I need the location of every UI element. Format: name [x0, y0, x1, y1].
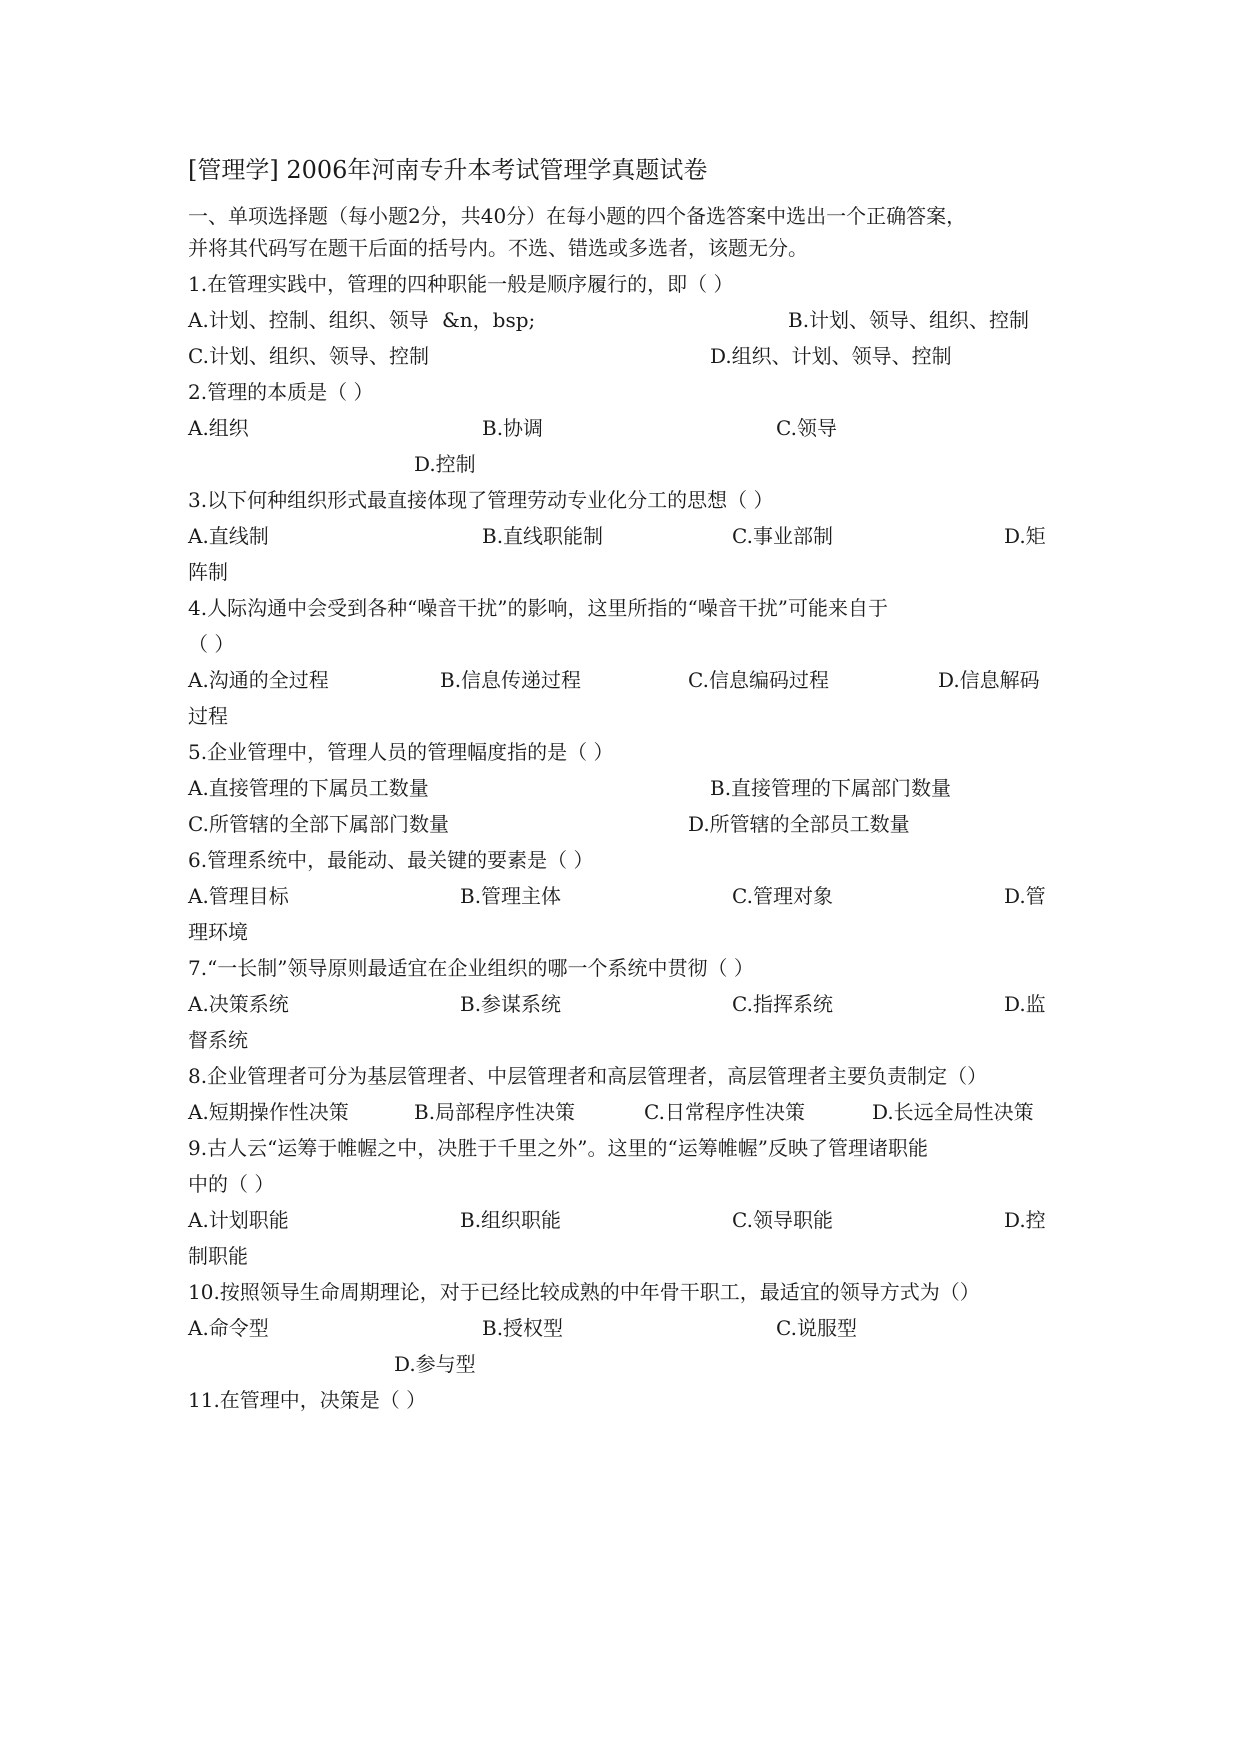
question-8-stem: 8.企业管理者可分为基层管理者、中层管理者和高层管理者，高层管理者主要负责制定（） — [188, 1064, 988, 1088]
question-6-option-c: C.管理对象 — [732, 884, 833, 908]
question-6-option-d: D.管 — [1004, 884, 1046, 908]
question-10-option-b: B.授权型 — [482, 1316, 564, 1340]
question-4-option-a: A.沟通的全过程 — [188, 668, 329, 692]
question-9-option-d: D.控 — [1004, 1208, 1046, 1232]
question-5-option-d: D.所管辖的全部员工数量 — [688, 812, 910, 836]
question-3-option-a: A.直线制 — [188, 524, 269, 548]
question-2-option-c: C.领导 — [776, 416, 837, 440]
question-1-option-d: D.组织、计划、领导、控制 — [710, 344, 952, 368]
question-7-option-d: D.监 — [1004, 992, 1046, 1016]
question-6-option-d-continued: 理环境 — [188, 920, 248, 944]
question-1-option-b: B.计划、领导、组织、控制 — [788, 308, 1030, 332]
question-9-option-c: C.领导职能 — [732, 1208, 833, 1232]
question-4-option-b: B.信息传递过程 — [440, 668, 582, 692]
question-1-option-a-extra: &n，bsp; — [442, 308, 536, 332]
question-6-option-a: A.管理目标 — [188, 884, 289, 908]
question-10-stem: 10.按照领导生命周期理论，对于已经比较成熟的中年骨干职工，最适宜的领导方式为（） — [188, 1280, 980, 1304]
question-6-stem: 6.管理系统中，最能动、最关键的要素是（ ） — [188, 848, 594, 872]
question-10-option-c: C.说服型 — [776, 1316, 857, 1340]
question-8-option-a: A.短期操作性决策 — [188, 1100, 349, 1124]
question-8-option-d: D.长远全局性决策 — [872, 1100, 1034, 1124]
question-1-stem: 1.在管理实践中，管理的四种职能一般是顺序履行的，即（ ） — [188, 272, 734, 296]
question-7-option-c: C.指挥系统 — [732, 992, 833, 1016]
page-title: [管理学] 2006年河南专升本考试管理学真题试卷 — [188, 156, 708, 184]
question-3-option-d: D.矩 — [1004, 524, 1046, 548]
question-9-option-b: B.组织职能 — [460, 1208, 562, 1232]
question-10-option-d: D.参与型 — [394, 1352, 476, 1376]
question-7-option-d-continued: 督系统 — [188, 1028, 248, 1052]
question-4-stem-continued: （ ） — [188, 632, 235, 656]
question-4-option-d-continued: 过程 — [188, 704, 228, 728]
section-intro-line-2: 并将其代码写在题干后面的括号内。不选、错选或多选者，该题无分。 — [188, 236, 808, 260]
question-9-stem-continued: 中的（ ） — [188, 1172, 275, 1196]
question-7-option-b: B.参谋系统 — [460, 992, 562, 1016]
question-9-stem: 9.古人云“运筹于帷幄之中，决胜于千里之外”。这里的“运筹帷幄”反映了管理诸职能 — [188, 1136, 928, 1160]
question-5-option-a: A.直接管理的下属员工数量 — [188, 776, 429, 800]
question-2-option-b: B.协调 — [482, 416, 544, 440]
question-2-option-a: A.组织 — [188, 416, 249, 440]
question-1-option-a: A.计划、控制、组织、领导 — [188, 308, 429, 332]
question-8-option-c: C.日常程序性决策 — [644, 1100, 805, 1124]
question-8-option-b: B.局部程序性决策 — [414, 1100, 576, 1124]
question-11-stem: 11.在管理中，决策是（ ） — [188, 1388, 427, 1412]
question-4-option-c: C.信息编码过程 — [688, 668, 829, 692]
question-1-option-c: C.计划、组织、领导、控制 — [188, 344, 429, 368]
question-4-option-d: D.信息解码 — [938, 668, 1040, 692]
question-3-option-d-continued: 阵制 — [188, 560, 228, 584]
question-3-option-b: B.直线职能制 — [482, 524, 604, 548]
question-5-option-b: B.直接管理的下属部门数量 — [710, 776, 952, 800]
question-5-option-c: C.所管辖的全部下属部门数量 — [188, 812, 449, 836]
question-9-option-d-continued: 制职能 — [188, 1244, 248, 1268]
question-3-stem: 3.以下何种组织形式最直接体现了管理劳动专业化分工的思想（ ） — [188, 488, 774, 512]
question-5-stem: 5.企业管理中，管理人员的管理幅度指的是（ ） — [188, 740, 614, 764]
question-6-option-b: B.管理主体 — [460, 884, 562, 908]
question-9-option-a: A.计划职能 — [188, 1208, 289, 1232]
question-2-option-d: D.控制 — [414, 452, 476, 476]
question-2-stem: 2.管理的本质是（ ） — [188, 380, 374, 404]
question-10-option-a: A.命令型 — [188, 1316, 269, 1340]
question-4-stem: 4.人际沟通中会受到各种“噪音干扰”的影响，这里所指的“噪音干扰”可能来自于 — [188, 596, 888, 620]
question-7-option-a: A.决策系统 — [188, 992, 289, 1016]
question-7-stem: 7.“一长制”领导原则最适宜在企业组织的哪一个系统中贯彻（ ） — [188, 956, 754, 980]
question-3-option-c: C.事业部制 — [732, 524, 833, 548]
section-intro-line-1: 一、单项选择题（每小题2分，共40分）在每小题的四个备选答案中选出一个正确答案， — [188, 204, 967, 228]
